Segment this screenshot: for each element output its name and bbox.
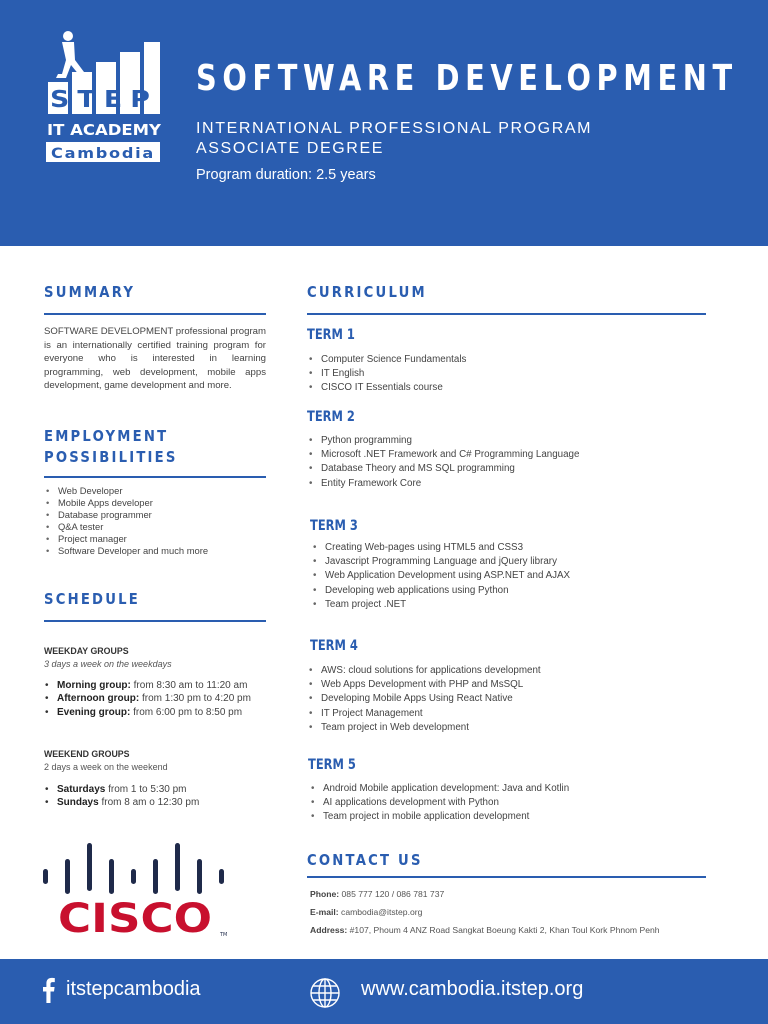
list-item: • Team project in mobile application development [310, 810, 569, 824]
logo-step-text: STEP [50, 87, 158, 113]
list-item: • Team project .NET [312, 598, 570, 612]
schedule-item: • Sundays from 8 am o 12:30 pm [44, 796, 199, 809]
globe-icon [309, 977, 341, 1009]
logo-academy-text: IT ACADEMY [47, 121, 163, 139]
summary-heading: SUMMARY [44, 283, 136, 301]
list-item: • Microsoft .NET Framework and C# Programming Language [308, 448, 579, 462]
list-item: • Developing Mobile Apps Using React Native [308, 692, 541, 706]
curriculum-divider [307, 313, 706, 315]
list-item: • Database programmer [45, 509, 208, 521]
list-item: • Web Apps Development with PHP and MsSQL [308, 678, 541, 692]
contact-address: Address: #107, Phoum 4 ANZ Road Sangkat Boeung Kakti 2, Khan Toul Kork Phnom Penh [310, 925, 660, 935]
term-4-list [308, 664, 541, 735]
schedule-heading: SCHEDULE [44, 590, 140, 608]
weekend-groups-title: WEEKEND GROUPS [44, 749, 130, 759]
list-item: • Entity Framework Core [308, 477, 579, 491]
list-item: • Javascript Programming Language and jQuery library [312, 555, 570, 569]
employment-divider [44, 476, 266, 478]
curriculum-heading: CURRICULUM [307, 283, 427, 301]
schedule-item: • Saturdays from 1 to 5:30 pm [44, 783, 199, 796]
term-1-list [308, 353, 466, 396]
cisco-trademark: TM [220, 932, 228, 938]
term-3-list [312, 541, 570, 612]
employment-list [45, 485, 208, 556]
list-item: • Web Developer [45, 485, 208, 497]
page-title: SOFTWARE DEVELOPMENT [196, 58, 738, 99]
list-item: • Mobile Apps developer [45, 497, 208, 509]
header-banner [0, 0, 768, 246]
cisco-wordmark: CISCO [58, 896, 212, 940]
weekday-groups-title: WEEKDAY GROUPS [44, 646, 129, 656]
schedule-item: • Morning group: from 8:30 am to 11:20 am [44, 679, 251, 692]
term-2-heading: TERM 2 [307, 409, 355, 425]
schedule-item: • Evening group: from 6:00 pm to 8:50 pm [44, 706, 251, 719]
program-duration: Program duration: 2.5 years [196, 167, 376, 183]
term-5-heading: TERM 5 [308, 757, 356, 773]
weekend-schedule-list [44, 783, 199, 810]
facebook-link[interactable]: itstepcambodia [66, 978, 201, 1000]
step-logo [44, 30, 164, 190]
list-item: • Team project in Web development [308, 721, 541, 735]
term-4-heading: TERM 4 [310, 638, 358, 654]
cisco-logo [40, 840, 240, 940]
weekend-groups-subtitle: 2 days a week on the weekend [44, 762, 168, 772]
list-item: • Developing web applications using Python [312, 584, 570, 598]
list-item: • IT Project Management [308, 707, 541, 721]
list-item: • Project manager [45, 533, 208, 545]
list-item: • AWS: cloud solutions for applications development [308, 664, 541, 678]
facebook-icon[interactable] [40, 977, 56, 1003]
list-item: • Computer Science Fundamentals [308, 353, 466, 367]
summary-divider [44, 313, 266, 315]
schedule-item: • Afternoon group: from 1:30 pm to 4:20 pm [44, 692, 251, 705]
term-3-heading: TERM 3 [310, 518, 358, 534]
list-item: • Android Mobile application development: Java and Kotlin [310, 782, 569, 796]
list-item: • AI applications development with Python [310, 796, 569, 810]
list-item: • Python programming [308, 434, 579, 448]
footer-bar [0, 959, 768, 1024]
term-1-heading: TERM 1 [307, 327, 355, 343]
weekday-groups-subtitle: 3 days a week on the weekdays [44, 659, 172, 669]
contact-heading: CONTACT US [307, 851, 423, 869]
contact-phone: Phone: 085 777 120 / 086 781 737 [310, 889, 445, 899]
list-item: • Software Developer and much more [45, 545, 208, 557]
employment-heading-line2: POSSIBILITIES [44, 448, 178, 466]
program-type: INTERNATIONAL PROFESSIONAL PROGRAM [196, 120, 593, 137]
term-5-list [310, 782, 569, 825]
list-item: • Database Theory and MS SQL programming [308, 462, 579, 476]
summary-text: SOFTWARE DEVELOPMENT professional program is an internationally certified training program for everyone who is interested in learning programming, web development, mobile apps development, game development and more. [44, 326, 266, 391]
term-2-list [308, 434, 579, 491]
schedule-divider [44, 620, 266, 622]
degree-type: ASSOCIATE DEGREE [196, 140, 385, 157]
weekday-schedule-list [44, 679, 251, 719]
list-item: • Q&A tester [45, 521, 208, 533]
list-item: • CISCO IT Essentials course [308, 381, 466, 395]
website-link[interactable]: www.cambodia.itstep.org [361, 978, 584, 1000]
employment-heading-line1: EMPLOYMENT [44, 427, 169, 445]
contact-email: E-mail: cambodia@itstep.org [310, 907, 423, 917]
list-item: • Creating Web-pages using HTML5 and CSS3 [312, 541, 570, 555]
list-item: • IT English [308, 367, 466, 381]
list-item: • Web Application Development using ASP.NET and AJAX [312, 569, 570, 583]
logo-cambodia-text: Cambodia [51, 146, 155, 162]
contact-divider [307, 876, 706, 878]
